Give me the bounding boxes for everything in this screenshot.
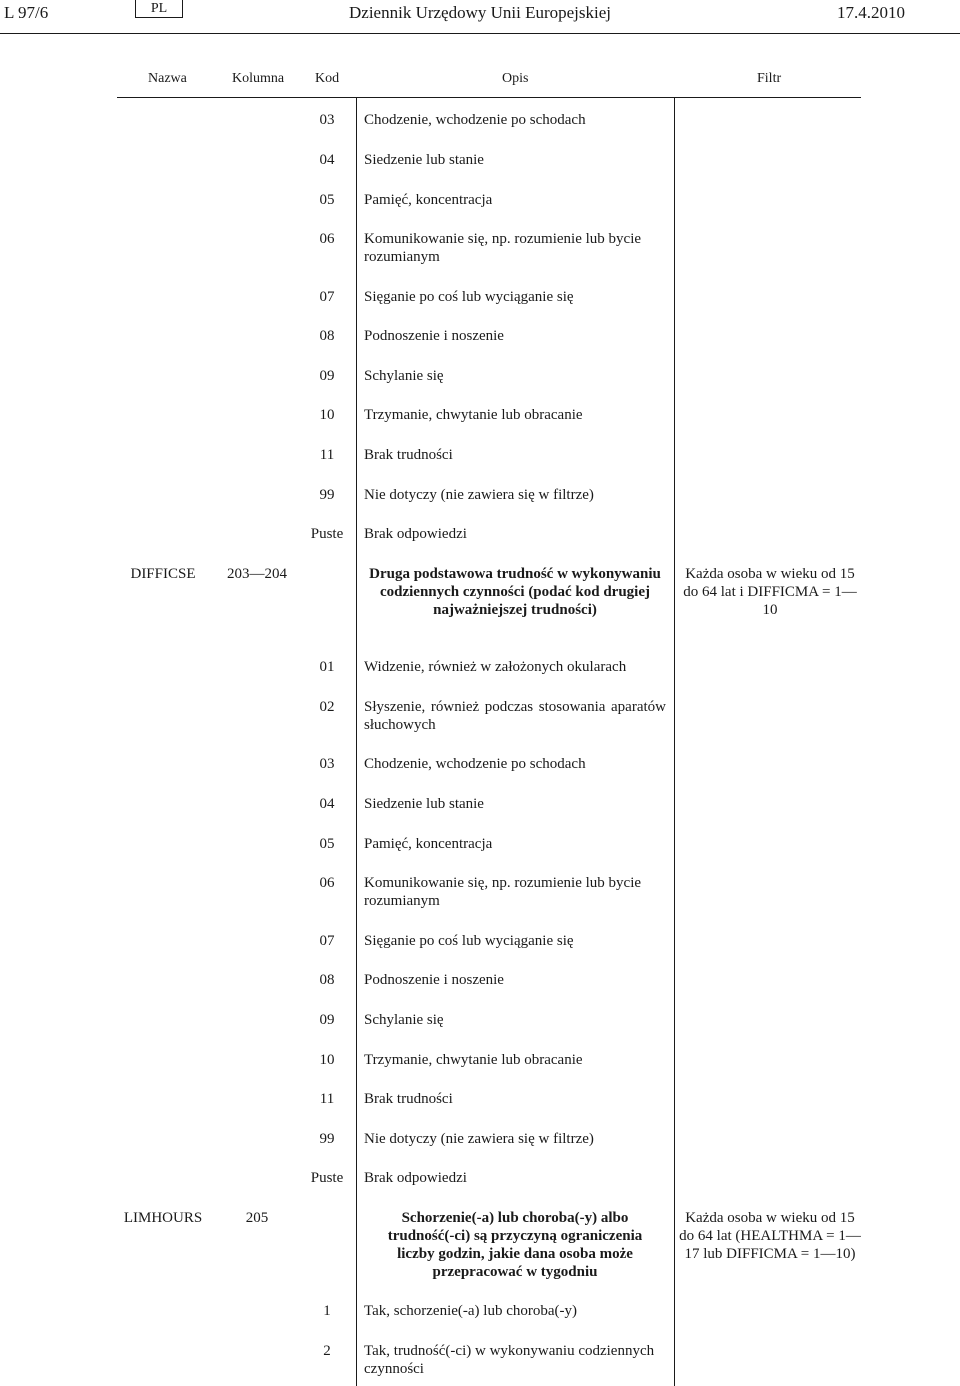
answer-description: Nie dotyczy (nie zawiera się w filtrze) bbox=[364, 487, 594, 503]
answer-code: 06 bbox=[319, 231, 335, 247]
answer-code: 10 bbox=[319, 407, 335, 423]
answer-description: Pamięć, koncentracja bbox=[364, 836, 493, 852]
question-text: Schorzenie(-a) lub choroba(-y) albo trudność(-ci) są przyczyną ograniczenia liczby godzin, jakie dana osoba może przepracować w tygodniu bbox=[387, 1210, 643, 1280]
answer-code: 08 bbox=[319, 328, 335, 344]
answer-code: Puste bbox=[310, 1170, 344, 1186]
answer-code: 04 bbox=[319, 796, 335, 812]
answer-description: Podnoszenie i noszenie bbox=[364, 972, 504, 988]
answer-code: 1 bbox=[323, 1303, 331, 1319]
answer-description: Tak, trudność(-ci) w wykonywaniu codziennych czynności bbox=[364, 1343, 655, 1377]
filter-condition: Każda osoba w wieku od 15 do 64 lat i DIFFICMA = 1—10 bbox=[683, 566, 857, 618]
answer-code: 03 bbox=[319, 112, 335, 128]
answer-code: 05 bbox=[319, 836, 335, 852]
answer-code: 2 bbox=[323, 1343, 331, 1359]
answer-description: Podnoszenie i noszenie bbox=[364, 328, 504, 344]
answer-description: Trzymanie, chwytanie lub obracanie bbox=[364, 1052, 583, 1068]
column-header-filtr: Filtr bbox=[757, 71, 782, 86]
answer-code: 04 bbox=[319, 152, 335, 168]
language-code: PL bbox=[150, 1, 168, 16]
answer-description: Brak trudności bbox=[364, 1091, 453, 1107]
column-range: 203—204 bbox=[227, 566, 287, 582]
column-header-nazwa: Nazwa bbox=[148, 71, 187, 86]
answer-description: Siedzenie lub stanie bbox=[364, 796, 484, 812]
page-reference: L 97/6 bbox=[4, 3, 49, 22]
answer-description: Nie dotyczy (nie zawiera się w filtrze) bbox=[364, 1131, 594, 1147]
answer-description: Komunikowanie się, np. rozumienie lub bycie rozumianym bbox=[364, 875, 642, 909]
answer-code: 11 bbox=[319, 447, 335, 463]
answer-description: Brak odpowiedzi bbox=[364, 526, 467, 542]
answer-code: 11 bbox=[319, 1091, 335, 1107]
filter-condition: Każda osoba w wieku od 15 do 64 lat (HEALTHMA = 1—17 lub DIFFICMA = 1—10) bbox=[679, 1210, 861, 1262]
answer-code: 09 bbox=[319, 1012, 335, 1028]
answer-code: 10 bbox=[319, 1052, 335, 1068]
answer-code: 07 bbox=[319, 289, 335, 305]
answer-code: 09 bbox=[319, 368, 335, 384]
answer-description: Trzymanie, chwytanie lub obracanie bbox=[364, 407, 583, 423]
answer-description: Schylanie się bbox=[364, 1012, 444, 1028]
answer-description: Siedzenie lub stanie bbox=[364, 152, 484, 168]
answer-code: 99 bbox=[319, 1131, 335, 1147]
answer-code: Puste bbox=[310, 526, 344, 542]
answer-description: Widzenie, również w założonych okularach bbox=[364, 659, 627, 675]
variable-name: LIMHOURS bbox=[123, 1210, 203, 1226]
variable-name: DIFFICSE bbox=[130, 566, 196, 582]
column-header-opis: Opis bbox=[502, 71, 529, 86]
answer-description: Brak odpowiedzi bbox=[364, 1170, 467, 1186]
column-header-kolumna: Kolumna bbox=[232, 71, 285, 86]
answer-description: Tak, schorzenie(-a) lub choroba(-y) bbox=[364, 1303, 578, 1319]
answer-code: 07 bbox=[319, 933, 335, 949]
question-text: Druga podstawowa trudność w wykonywaniu codziennych czynności (podać kod drugiej najważniejszej trudności) bbox=[369, 566, 661, 618]
answer-code: 03 bbox=[319, 756, 335, 772]
answer-code: 01 bbox=[319, 659, 335, 675]
answer-description: Pamięć, koncentracja bbox=[364, 192, 493, 208]
answer-code: 08 bbox=[319, 972, 335, 988]
answer-description: Chodzenie, wchodzenie po schodach bbox=[364, 112, 586, 128]
answer-code: 05 bbox=[319, 192, 335, 208]
journal-title: Dziennik Urzędowy Unii Europejskiej bbox=[349, 3, 612, 22]
answer-description: Sięganie po coś lub wyciąganie się bbox=[364, 933, 574, 949]
answer-code: 99 bbox=[319, 487, 335, 503]
answer-description: Komunikowanie się, np. rozumienie lub bycie rozumianym bbox=[364, 231, 642, 265]
answer-code: 02 bbox=[319, 699, 335, 715]
answer-code: 06 bbox=[319, 875, 335, 891]
column-range: 205 bbox=[245, 1210, 269, 1226]
answer-description: Chodzenie, wchodzenie po schodach bbox=[364, 756, 586, 772]
publication-date: 17.4.2010 bbox=[837, 3, 905, 22]
answer-description: Schylanie się bbox=[364, 368, 444, 384]
answer-description: Słyszenie, również podczas stosowania aparatów słuchowych bbox=[364, 699, 666, 733]
column-header-kod: Kod bbox=[315, 71, 340, 86]
answer-description: Sięganie po coś lub wyciąganie się bbox=[364, 289, 574, 305]
answer-description: Brak trudności bbox=[364, 447, 453, 463]
